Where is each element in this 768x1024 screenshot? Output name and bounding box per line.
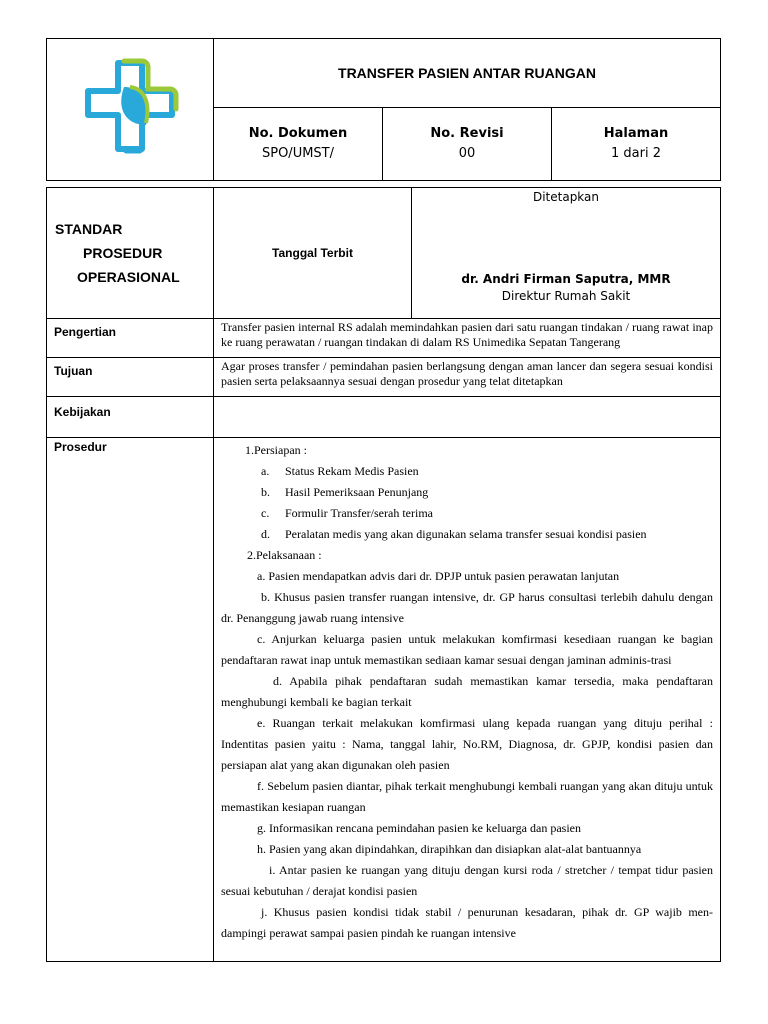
prosedur-label: Prosedur [47,438,214,962]
persiapan-item-key: a. [261,464,270,478]
spo-title-line3: OPERASIONAL [77,269,180,285]
signer-name: dr. Andri Firman Saputra, MMR [461,272,671,286]
persiapan-item [221,503,713,524]
persiapan-item [221,482,713,503]
header-table [46,38,721,181]
pelaksanaan-item: a. Pasien mendapatkan advis dari dr. DPJP untuk pasien perawatan lanjutan [257,569,620,583]
halaman-label: Halaman [603,126,669,141]
persiapan-item-key: d. [261,527,270,541]
persiapan-item-text: Formulir Transfer/serah terima [285,506,433,520]
persiapan-item-key: b. [261,485,270,499]
no-dokumen-value: SPO/UMST/ [261,146,334,161]
persiapan-list [221,461,713,545]
hospital-logo [80,57,180,157]
pelaksanaan-item: c. Anjurkan keluarga pasien untuk melakukan komfirmasi kesediaan ruangan ke bagian pendaftaran rawat inap untuk memastikan sediaan kamar sesuai dengan jaminan adminis-trasi [221,632,713,667]
spo-title-line1: STANDAR [55,221,123,237]
no-revisi-value: 00 [458,146,476,161]
pelaksanaan-item: b. Khusus pasien transfer ruangan intensive, dr. GP harus consultasi terlebih dahulu dengan dr. Penanggung jawab ruang intensive [221,590,713,625]
pelaksanaan-item: e. Ruangan terkait melakukan komfirmasi ulang kepada ruangan yang dituju perihal : Indentitas pasien yaitu : Nama, tanggal lahir, No.RM, Diagnosa, dr. GPJP, kondisi pasien dan persiapan alat yang akan digunakan oleh pasien [221,716,713,772]
ditetapkan-label: Ditetapkan [532,190,600,204]
pelaksanaan-item: f. Sebelum pasien diantar, pihak terkait menghubungi kembali ruangan yang akan dituju untuk memastikan kesiapan ruangan [221,779,713,814]
halaman-cell [552,108,721,181]
tujuan-label: Tujuan [47,358,214,397]
kebijakan-text [214,397,721,438]
spo-table [46,187,721,962]
no-revisi-label: No. Revisi [430,126,504,141]
persiapan-heading: 1.Persiapan : [245,443,307,457]
spo-title-cell [47,188,214,319]
pelaksanaan-item: i. Antar pasien ke ruangan yang dituju dengan kursi roda / stretcher / tempat tidur pasien sesuai kebutuhan / derajat kondisi pasien [221,863,713,898]
persiapan-item-text: Status Rekam Medis Pasien [285,464,419,478]
pelaksanaan-item: j. Khusus pasien kondisi tidak stabil / penurunan kesadaran, pihak dr. GP wajib men-dampingi perawat sampai pasien pindah ke ruangan intensive [221,905,713,940]
tujuan-text: Agar proses transfer / pemindahan pasien berlangsung dengan aman lancer dan segera sesuai kondisi pasien serta pelaksaannya sesuai dengan prosedur yang telat ditetapkan [214,358,721,397]
halaman-value: 1 dari 2 [611,146,661,161]
persiapan-item [221,461,713,482]
prosedur-body [214,438,721,962]
signer-title: Direktur Rumah Sakit [501,289,631,303]
no-dokumen-cell [214,108,383,181]
pelaksanaan-item: d. Apabila pihak pendaftaran sudah memastikan kamar tersedia, maka pendaftaran menghubungi kembali ke bagian terkait [221,674,713,709]
pelaksanaan-item: g. Informasikan rencana pemindahan pasien ke keluarga dan pasien [257,821,581,835]
tanggal-terbit-label: Tanggal Terbit [214,188,412,319]
pelaksanaan-heading: 2.Pelaksanaan : [247,548,322,562]
kebijakan-label: Kebijakan [47,397,214,438]
no-revisi-cell [383,108,552,181]
document-title: TRANSFER PASIEN ANTAR RUANGAN [214,39,721,108]
no-dokumen-label: No. Dokumen [248,126,348,141]
spo-title-line2: PROSEDUR [83,245,163,261]
persiapan-item-text: Hasil Pemeriksaan Penunjang [285,485,429,499]
pengertian-text: Transfer pasien internal RS adalah memindahkan pasien dari satu ruangan tindakan / ruang rawat inap ke ruang perawatan / ruangan tindakan di dalam RS Unimedika Sepatan Tangerang [214,319,721,358]
pengertian-label: Pengertian [47,319,214,358]
logo-cell [47,39,214,181]
pelaksanaan-item: h. Pasien yang akan dipindahkan, dirapihkan dan disiapkan alat-alat bantuannya [257,842,642,856]
persiapan-item [221,524,713,545]
persiapan-item-key: c. [261,506,270,520]
pelaksanaan-list [221,566,713,944]
persiapan-item-text: Peralatan medis yang akan digunakan selama transfer sesuai kondisi pasien [285,527,647,541]
ditetapkan-cell [412,188,721,319]
